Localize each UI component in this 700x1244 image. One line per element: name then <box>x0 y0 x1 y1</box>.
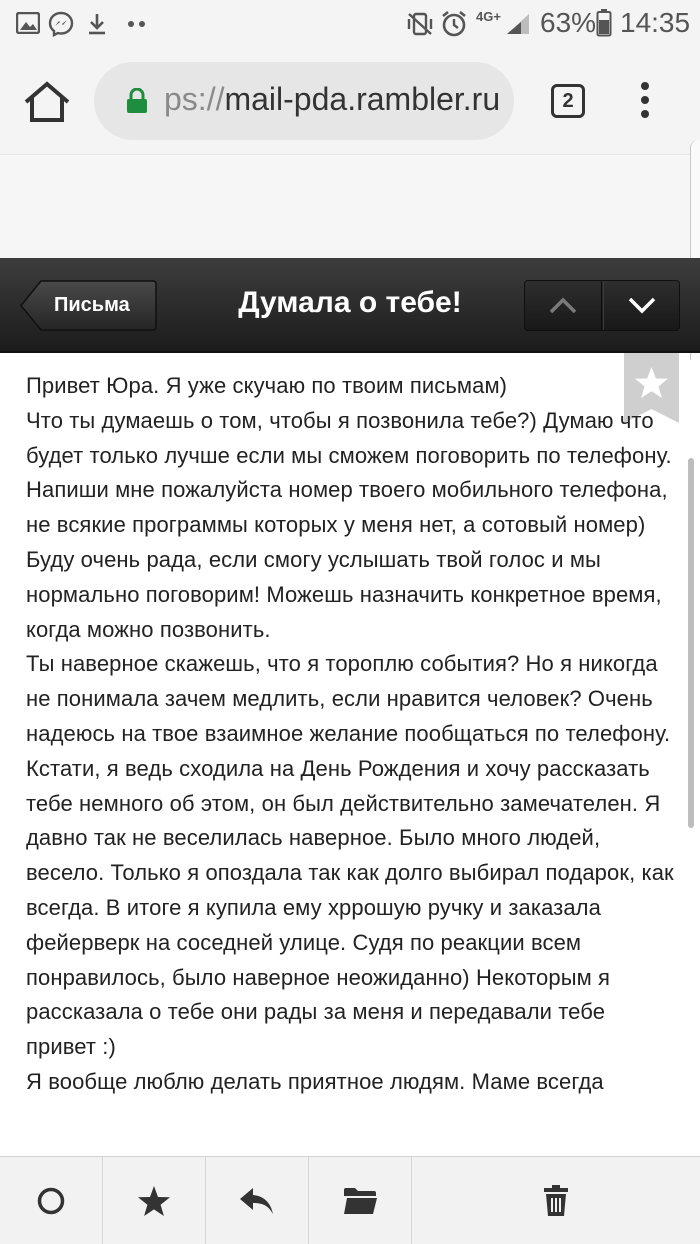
reply-button[interactable] <box>206 1157 309 1244</box>
message-subject: Думала о тебе! <box>238 286 462 319</box>
download-icon <box>86 12 108 36</box>
browser-toolbar <box>0 48 700 154</box>
folder-icon <box>343 1187 377 1215</box>
gallery-icon <box>16 12 40 34</box>
signal-icon <box>505 12 531 36</box>
lock-icon <box>126 88 148 114</box>
browser-menu-icon[interactable] <box>630 78 660 122</box>
next-message-button[interactable] <box>603 281 680 330</box>
battery-icon <box>596 9 612 37</box>
url-host: mail-pda.rambler.ru <box>224 81 501 117</box>
more-dots-icon <box>128 20 146 28</box>
alarm-icon <box>440 10 468 38</box>
trash-icon <box>543 1185 569 1217</box>
battery-percent: 63% <box>540 7 597 38</box>
message-body: Привет Юра. Я уже скучаю по твоим письмам) Что ты думаешь о том, чтобы я позвонила тебе?) Думаю что будет только лучше если мы сможем поговорить по телефону. Напиши мне пожалуйста номер твоего мобильного телефона, не всякие программы которых у меня нет, а сотовый номер) Буду очень рада, если смогу услышать твой голос и мы нормально поговорим! Можешь назначить конкретное время, когда можно позвонить. Ты наверное скажешь, что я тороплю события? Но я никогда не понимала зачем медлить, если нравится человек? Очень надеюсь на твое взаимное желание пообщаться по телефону. Кстати, я ведь сходила на День Рождения и хочу рассказать тебе немного об этом, он был действительно замечателен. Я давно так не веселилась наверное. Было много людей, весело. Только я опоздала так как долго выбирал подарок, как всегда. В итоге я купила ему хррошую ручку и заказала фейерверк на соседней улице. Судя по реакции всем понравилось, было наверное неожиданно) Некоторым я рассказала о тебе они рады за меня и передавали тебе привет :) Я вообще люблю делать приятное людям. Маме всегда <box>26 373 674 1094</box>
favorite-button[interactable] <box>103 1157 206 1244</box>
vibrate-mute-icon <box>406 12 434 36</box>
status-bar <box>0 0 700 48</box>
mail-header <box>0 258 700 353</box>
star-icon <box>137 1185 171 1217</box>
url-bar[interactable] <box>94 62 514 140</box>
chevron-up-icon <box>548 294 578 316</box>
messenger-icon <box>48 11 74 37</box>
mark-read-button[interactable] <box>0 1157 103 1244</box>
tab-switcher-button[interactable]: 2 <box>551 84 585 118</box>
back-button-label: Письма <box>54 294 130 316</box>
clock: 14:35 <box>620 7 691 38</box>
circle-icon <box>36 1186 66 1216</box>
chevron-down-icon <box>627 294 657 316</box>
previous-message-button[interactable] <box>525 281 602 330</box>
scrollbar-thumb[interactable] <box>688 458 694 828</box>
url-scheme: ps:// <box>164 81 225 117</box>
back-to-letters-button[interactable] <box>20 280 157 331</box>
move-to-folder-button[interactable] <box>309 1157 412 1244</box>
page-top-spacer <box>0 154 700 258</box>
reply-icon <box>239 1186 275 1216</box>
message-nav <box>524 280 680 331</box>
home-icon[interactable] <box>22 80 72 124</box>
network-type: 4G+ <box>476 9 501 24</box>
bottom-toolbar <box>0 1156 700 1244</box>
delete-button[interactable] <box>412 1157 700 1244</box>
url-text <box>164 81 500 118</box>
